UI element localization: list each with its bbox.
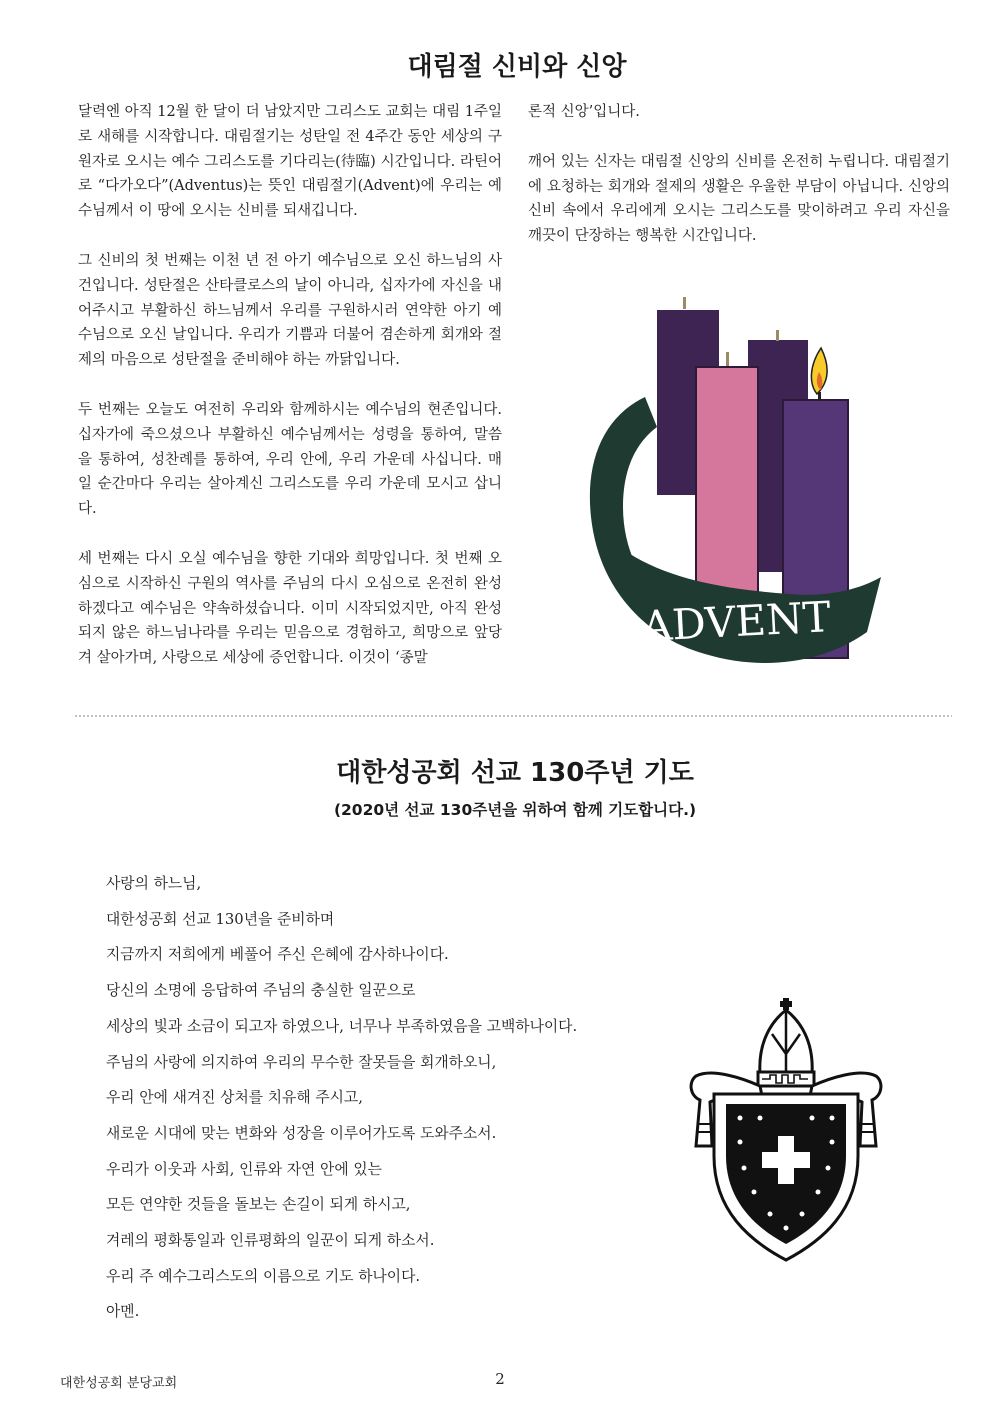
advent-paragraph: 깨어 있는 신자는 대림절 신앙의 신비를 온전히 누립니다. 대림절기에 요청하는 회개와 절제의 생활은 우울한 부담이 아닙니다. 신앙의 신비 속에서 우리에게 오시는 그리스도를 맞이하려고 우리 자신을 깨끗이 단장하는 행복한 시간입니다.: [528, 153, 950, 245]
prayer-section-subtitle: (2020년 선교 130주년을 위하여 함께 기도합니다.): [333, 801, 697, 819]
prayer-line: 지금까지 저희에게 베풀어 주신 은혜에 감사하나이다.: [106, 946, 449, 964]
wick: [683, 297, 686, 309]
advent-candles-illustration: [585, 292, 885, 697]
advent-section-title: 대림절 신비와 신앙: [407, 52, 627, 82]
advent-paragraph: 론적 신앙’입니다.: [528, 104, 640, 120]
page-number: 2: [495, 1370, 505, 1388]
advent-text-right-column: [528, 100, 950, 274]
prayer-line: 우리가 이웃과 사회, 인류와 자연 안에 있는: [106, 1160, 382, 1178]
prayer-text: [106, 866, 577, 1330]
prayer-line: 아멘.: [106, 1303, 140, 1321]
wick: [726, 352, 729, 366]
wick: [818, 392, 821, 401]
advent-paragraph: 두 번째는 오늘도 여전히 우리와 함께하시는 예수님의 현존입니다. 십자가에 죽으셨으나 부활하신 예수님께서는 성령을 통하여, 말씀을 통하여, 성찬례를 통하여, 우리 안에, 우리 가운데 사십니다. 매일 순간마다 우리는 살아계신 그리스도를 우리 가운데 모시고 삽니다.: [78, 401, 502, 518]
advent-paragraph: 그 신비의 첫 번째는 이천 년 전 아기 예수님으로 오신 하느님의 사건입니다. 성탄절은 산타클로스의 날이 아니라, 십자가에 자신을 내어주시고 부활하신 하느님께서 우리를 구원하시러 연약한 아기 예수님으로 오신 날입니다. 우리가 기쁨과 더불어 겸손하게 회개와 절제의 마음으로 성탄절을 준비해야 하는 까닭입니다.: [78, 252, 502, 369]
footer-church-name: 대한성공회 분당교회: [60, 1376, 178, 1391]
advent-text-left-column: [78, 100, 502, 696]
advent-banner-text: ADVENT: [640, 592, 832, 651]
prayer-line: 모든 연약한 것들을 돌보는 손길이 되게 하시고,: [106, 1196, 411, 1214]
prayer-line: 주님의 사랑에 의지하여 우리의 무수한 잘못들을 회개하오니,: [106, 1053, 497, 1071]
advent-paragraph: 세 번째는 다시 오실 예수님을 향한 기대와 희망입니다. 첫 번째 오심으로 시작하신 구원의 역사를 주님의 다시 오심으로 온전히 완성하겠다고 예수님은 약속하셨습니다. 이미 시작되었지만, 아직 완성되지 않은 하느님나라를 우리는 믿음으로 경험하고, 희망으로 앞당겨 살아가며, 사랑으로 세상에 증언합니다. 이것이 ‘종말: [78, 550, 502, 667]
prayer-line: 세상의 빛과 소금이 되고자 하였으나, 너무나 부족하였음을 고백하나이다.: [106, 1017, 578, 1035]
section-divider: [74, 714, 952, 718]
prayer-line: 우리 안에 새겨진 상처를 치유해 주시고,: [106, 1089, 363, 1107]
prayer-line: 새로운 시대에 맞는 변화와 성장을 이루어가도록 도와주소서.: [106, 1124, 497, 1142]
prayer-line: 대한성공회 선교 130년을 준비하며: [106, 910, 335, 928]
prayer-line: 겨레의 평화통일과 인류평화의 일꾼이 되게 하소서.: [106, 1232, 435, 1250]
wick: [776, 330, 779, 341]
diocese-coat-of-arms-icon: [682, 996, 890, 1264]
prayer-line: 사랑의 하느님,: [106, 875, 202, 892]
prayer-line: 우리 주 예수그리스도의 이름으로 기도 하나이다.: [106, 1267, 421, 1285]
advent-paragraph: 달력엔 아직 12월 한 달이 더 남았지만 그리스도 교회는 대림 1주일로 새해를 시작합니다. 대림절기는 성탄일 전 4주간 동안 세상의 구원자로 오시는 예수 그리스도를 기다리는(待臨) 시간입니다. 라틴어로 “다가오다”(Adventus)는 뜻인 대림절기(Advent)에 우리는 예수님께서 이 땅에 오시는 신비를 되새깁니다.: [78, 104, 502, 220]
prayer-section-title: 대한성공회 선교 130주년 기도: [336, 758, 694, 788]
prayer-line: 당신의 소명에 응답하여 주님의 충실한 일꾼으로: [106, 982, 416, 1000]
